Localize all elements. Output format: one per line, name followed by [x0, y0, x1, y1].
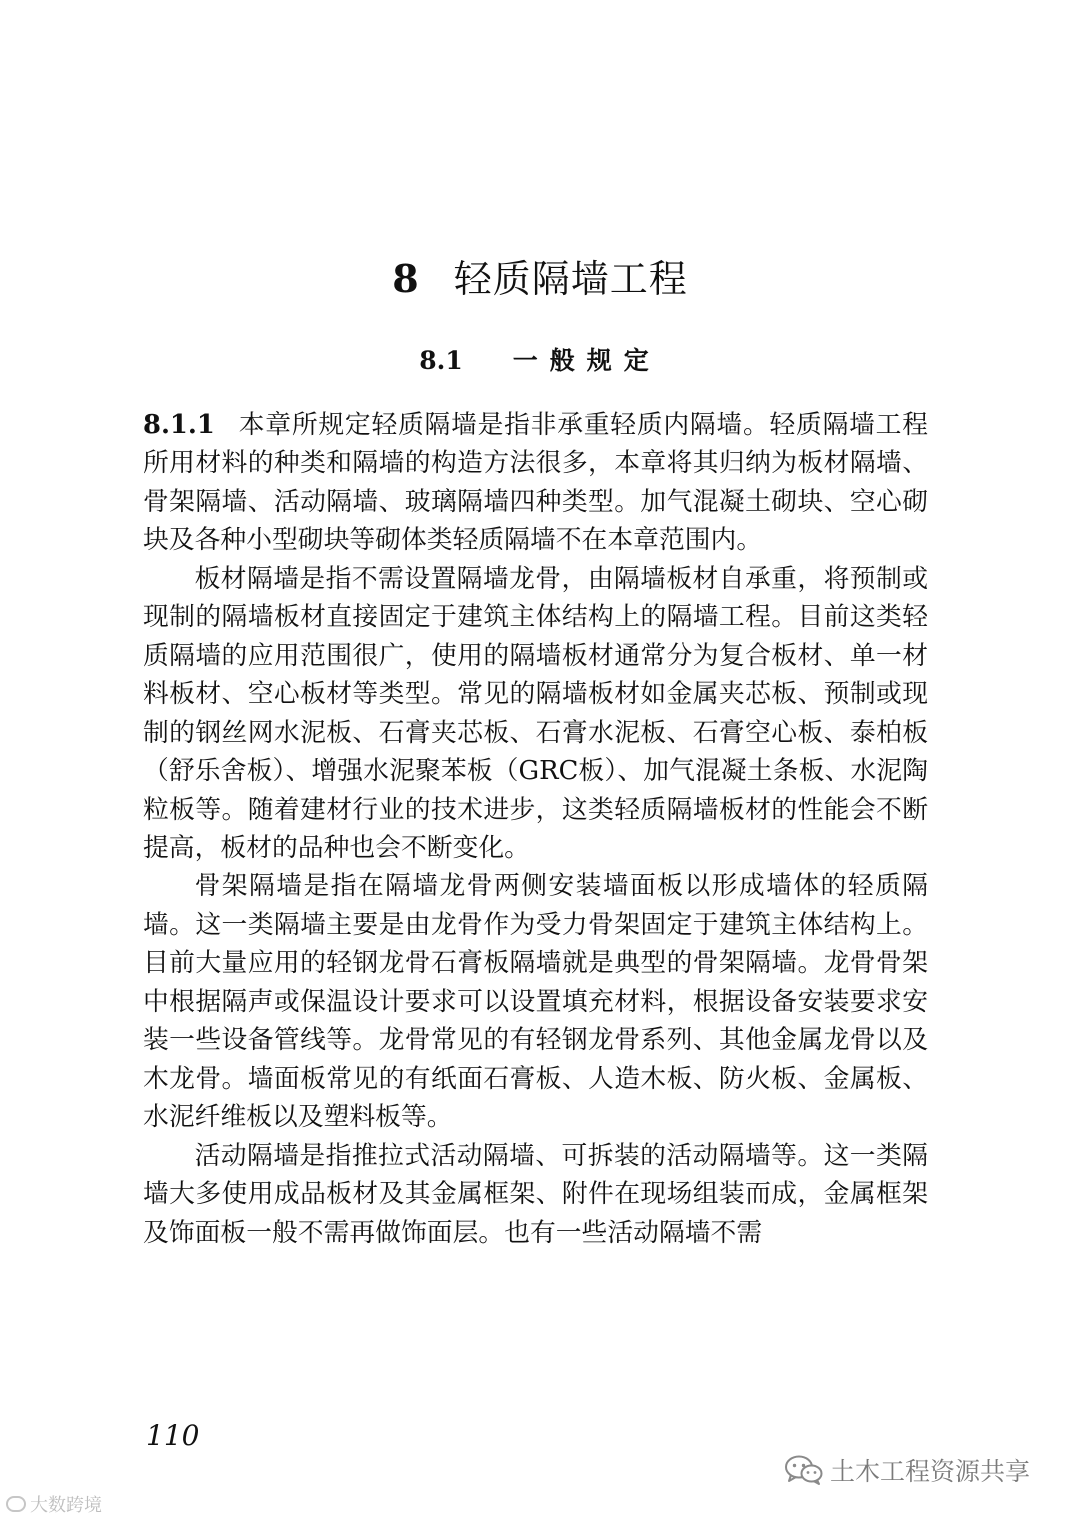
clause-first-paragraph-text: 本章所规定轻质隔墙是指非承重轻质内隔墙。轻质隔墙工程所用材料的种类和隔墙的构造方法很多，本章将其归纳为板材隔墙、骨架隔墙、活动隔墙、玻璃隔墙四种类型。加气混凝土砌块、空心砌块及各种小型砌块等砌体类轻质隔墙不在本章范围内。	[143, 410, 928, 556]
body-text	[143, 406, 928, 1252]
clause-paragraph	[143, 406, 928, 560]
section-title-text: 一般规定	[512, 346, 661, 375]
watermark-logo-icon	[6, 1496, 26, 1512]
chapter-number: 8	[392, 256, 420, 301]
watermark-right-text: 土木工程资源共享	[830, 1457, 1031, 1486]
watermark-left	[6, 1491, 102, 1517]
chapter-title-text: 轻质隔墙工程	[453, 257, 688, 301]
page-number: 110	[146, 1419, 200, 1452]
wechat-icon	[784, 1454, 824, 1486]
clause-number: 8.1.1	[143, 410, 215, 440]
paragraph-frame-partitions: 骨架隔墙是指在隔墙龙骨两侧安装墙面板以形成墙体的轻质隔墙。这一类隔墙主要是由龙骨作为受力骨架固定于建筑主体结构上。目前大量应用的轻钢龙骨石膏板隔墙就是典型的骨架隔墙。龙骨骨架中根据隔声或保温设计要求可以设置填充材料，根据设备安装要求安装一些设备管线等。龙骨常见的有轻钢龙骨系列、其他金属龙骨以及木龙骨。墙面板常见的有纸面石膏板、人造木板、防火板、金属板、水泥纤维板以及塑料板等。	[143, 871, 928, 1133]
chapter-title	[0, 248, 1080, 303]
paragraph-movable-partitions: 活动隔墙是指推拉式活动隔墙、可拆装的活动隔墙等。这一类隔墙大多使用成品板材及其金属框架、附件在现场组装而成，金属框架及饰面板一般不需再做饰面层。也有一些活动隔墙不需	[143, 1140, 928, 1248]
paragraph-panel-partitions: 板材隔墙是指不需设置隔墙龙骨，由隔墙板材自承重，将预制或现制的隔墙板材直接固定于建筑主体结构上的隔墙工程。目前这类轻质隔墙的应用范围很广，使用的隔墙板材通常分为复合板材、单一材料板材、空心板材等类型。常见的隔墙板材如金属夹芯板、预制或现制的钢丝网水泥板、石膏夹芯板、石膏水泥板、石膏空心板、泰柏板（舒乐舍板）、增强水泥聚苯板（GRC板）、加气混凝土条板、水泥陶粒板等。随着建材行业的技术进步，这类轻质隔墙板材的性能会不断提高，板材的品种也会不断变化。	[143, 563, 928, 863]
section-title	[0, 341, 1080, 377]
watermark-right	[784, 1450, 1030, 1490]
watermark-left-text: 大数跨境	[30, 1495, 102, 1516]
section-number: 8.1	[419, 346, 463, 375]
